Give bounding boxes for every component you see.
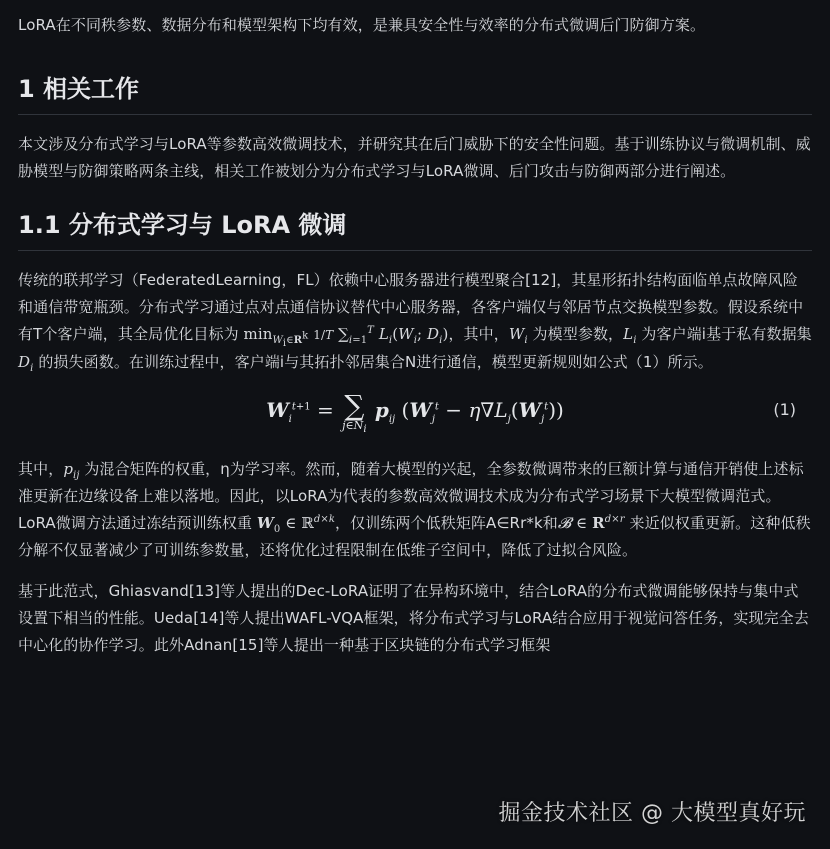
fl-text-d: 为客户端i基于私有数据集 bbox=[636, 325, 812, 343]
w0-formula: $W_0$ ∈ ℝ$^{d\times k}$ bbox=[256, 514, 336, 535]
wi-symbol: $W_i$ bbox=[508, 325, 528, 346]
watermark: 掘金技术社区 @ 大模型真好玩 bbox=[498, 801, 806, 826]
pij-symbol: $p_{ij}$ bbox=[63, 460, 80, 481]
lora-text-b: 为混合矩阵的权重，η为学习率。然而，随着大模型的兴起，全参数微调带来的巨额计算与通信开销使上述标准更新在边缘设备上难以落地。因此，以LoRA为代表的参数高效微调技术成为分布式学习场景下大模型微调范式。LoRA微调方法通过冻结预训练权重 bbox=[18, 460, 804, 532]
fl-paragraph bbox=[18, 267, 812, 376]
li-symbol: $L_i$ bbox=[623, 325, 637, 346]
section-heading-related-work: 1 相关工作 bbox=[18, 69, 812, 115]
related-methods-paragraph: 基于此范式，Ghiasvand[13]等人提出的Dec-LoRA证明了在异构环境中，结合LoRA的分布式微调能够保持与集中式设置下相当的性能。Ueda[14]等人提出WAFL-VQA框架，将分布式学习与LoRA结合应用于视觉问答任务，实现完全去中心化的协作学习。此外Adnan[15]等人提出一种基于区块链的分布式学习框架 bbox=[18, 582, 809, 654]
fl-text-a: 传统的联邦学习（FederatedLearning，FL）依赖中心服务器进行模型聚合[12]，其星形拓扑结构面临单点故障风险和通信带宽瓶颈。分布式学习通过点对点通信协议替代中心服务器，各客户端仅与邻居节点交换模型参数。假设系统中有T个客户端，其全局优化目标为 bbox=[18, 271, 804, 343]
intro-paragraph: LoRA在不同秩参数、数据分布和模型架构下均有效，是兼具安全性与效率的分布式微调后门防御方案。 bbox=[18, 16, 706, 34]
update-equation bbox=[18, 384, 812, 448]
objective-formula: $\min_{W_i\in R^k} 1/T$ $\sum_{i=1}^T$ $L_i(W_i$; $D_i$) bbox=[243, 325, 449, 349]
equation-number: (1) bbox=[773, 400, 796, 419]
lora-paragraph bbox=[18, 456, 812, 564]
fl-text-e: 的损失函数。在训练过程中，客户端i与其拓扑邻居集合N进行通信，模型更新规则如公式（1）所示。 bbox=[33, 353, 713, 371]
fl-text-b: ，其中， bbox=[448, 325, 509, 343]
b-formula: 𝓑 ∈ $R^{d\times r}$ bbox=[557, 514, 625, 532]
related-work-paragraph: 本文涉及分布式学习与LoRA等参数高效微调技术，并研究其在后门威胁下的安全性问题。基于训练协议与微调机制、威胁模型与防御策略两条主线，相关工作被划分为分布式学习与LoRA微调、后门攻击与防御两部分进行阐述。 bbox=[18, 135, 811, 180]
section-heading-distributed-lora: 1.1 分布式学习与 LoRA 微调 bbox=[18, 205, 812, 251]
lora-text-a: 其中， bbox=[18, 460, 64, 478]
update-equation-formula: $W_i^{t+1}$ = ∑ $j\in N_i$ $p_{ij}$ $(W_j^t - \eta\nabla L_j(W_j^t))$ bbox=[266, 389, 564, 436]
lora-text-c: ，仅训练两个低秩矩阵A∈Rr*k和 bbox=[335, 514, 558, 532]
lora-text-d: 来近似权重更新。这种低秩分解不仅显著减少了可训练参数量，还将优化过程限制在低维子空间中，降低了过拟合风险。 bbox=[18, 514, 811, 559]
fl-text-c: 为模型参数， bbox=[527, 325, 624, 343]
di-symbol: $D_i$ bbox=[18, 353, 34, 374]
